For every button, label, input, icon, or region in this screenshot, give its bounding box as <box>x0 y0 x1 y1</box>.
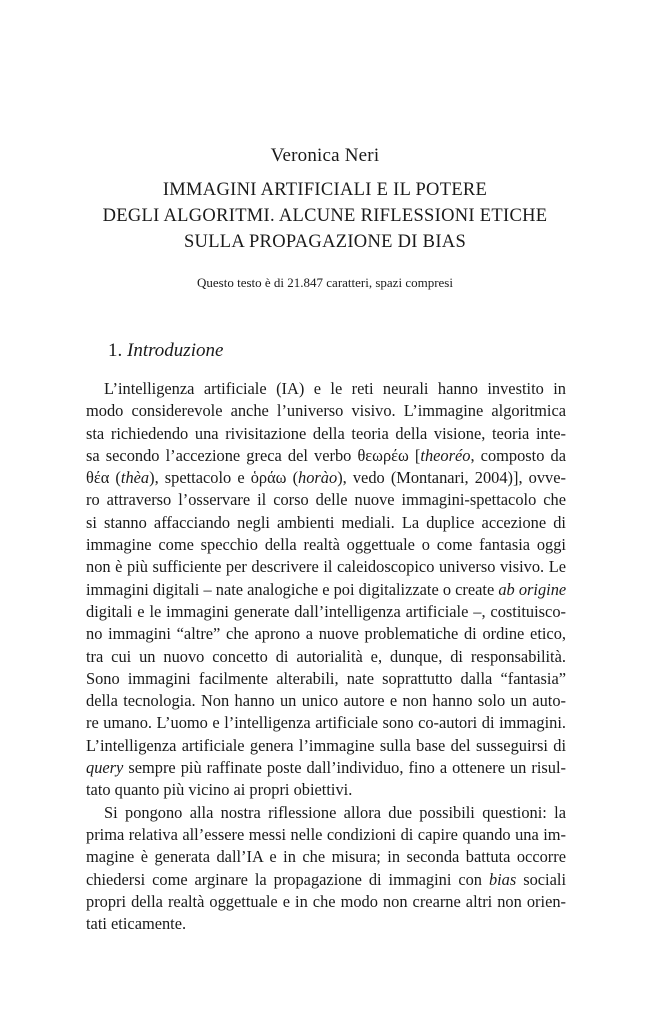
paragraph-1-line <box>86 423 566 445</box>
text-run: magine è generata dall’IA e in che misura; in seconda battuta occorre <box>86 847 566 867</box>
paragraph-2-line <box>86 869 566 891</box>
text-run: immagine come specchio della realtà oggettuale o come fantasia oggi <box>86 535 566 555</box>
paragraph-1-line <box>86 378 566 400</box>
paragraph-1-line <box>86 735 566 757</box>
title-line: DEGLI ALGORITMI. ALCUNE RIFLESSIONI ETICHE <box>102 206 548 226</box>
paragraph-2-line <box>86 913 566 935</box>
text-run: θέα ( <box>86 468 121 488</box>
paragraph-1-line <box>86 467 566 489</box>
text-run: ), vedo (Montanari, 2004)], ovve- <box>337 468 566 488</box>
character-count-note: Questo testo è di 21.847 caratteri, spazi compresi <box>197 275 453 290</box>
title-line: SULLA PROPAGAZIONE DI BIAS <box>183 232 467 252</box>
paragraph-1-line <box>86 445 566 467</box>
text-run: Si pongono alla nostra riflessione allora due possibili questioni: la <box>104 802 566 822</box>
paragraph-1-line <box>86 512 566 534</box>
italic-term: bias <box>488 869 517 889</box>
paragraph-2-line <box>86 824 566 846</box>
text-run: L’intelligenza artificiale genera l’immagine sulla base del susseguirsi di <box>86 735 566 755</box>
author-name: Veronica Neri <box>270 145 380 166</box>
paragraph-1-line <box>86 556 566 578</box>
text-run: chiedersi come arginare la propagazione di immagini con <box>86 869 489 889</box>
text-run: immagini digitali – nate analogiche e poi digitalizzate o create <box>86 579 499 599</box>
section-number: 1. <box>108 340 123 361</box>
paragraph-1-line <box>86 779 566 801</box>
italic-term: query <box>86 758 124 778</box>
text-run: sta richiedendo una rivisitazione della teoria della visione, teoria inte- <box>86 423 566 443</box>
paragraph-2-line <box>86 891 566 913</box>
text-run: no immagini “altre” che aprono a nuove problematiche di ordine etico, <box>86 624 566 644</box>
paragraph-2-line <box>86 846 566 868</box>
section-heading <box>108 340 223 362</box>
paragraph-1-line <box>86 400 566 422</box>
section-title: Introduzione <box>127 340 224 361</box>
italic-term: theoréo <box>420 445 471 465</box>
paragraph-1-line <box>86 489 566 511</box>
text-run: sociali <box>516 869 566 889</box>
text-run: prima relativa all’essere messi nelle condizioni di capire quando una im- <box>86 824 566 844</box>
text-run: modo considerevole anche l’universo visivo. L’immagine algoritmica <box>86 401 566 421</box>
paragraph-1-line <box>86 690 566 712</box>
text-run: re umano. L’uomo e l’intelligenza artificiale sono co-autori di immagini. <box>86 713 566 733</box>
text-run: Sono immagini facilmente alterabili, nate soprattutto dalla “fantasia” <box>86 668 566 688</box>
paragraph-1-line <box>86 579 566 601</box>
text-run: non è più sufficiente per descrivere il caleidoscopico universo visivo. Le <box>86 557 566 577</box>
title-line: IMMAGINI ARTIFICIALI E IL POTERE <box>162 180 488 200</box>
text-run: tato quanto più vicino ai propri obiettivi. <box>86 780 353 800</box>
body-text <box>86 378 566 935</box>
text-run: , composto da <box>470 445 566 465</box>
paragraph-1-line <box>86 712 566 734</box>
italic-term: horào <box>298 468 338 488</box>
article-title <box>60 177 590 255</box>
text-run: propri della realtà oggettuale e in che modo non crearne altri non orien- <box>86 891 566 911</box>
paragraph-1-line <box>86 601 566 623</box>
paragraph-1-line <box>86 668 566 690</box>
paragraph-1-line <box>86 623 566 645</box>
italic-term: thèa <box>120 468 150 488</box>
italic-term: ab origine <box>498 579 567 599</box>
text-run: della tecnologia. Non hanno un unico autore e non hanno solo un auto- <box>86 691 566 711</box>
paragraph-1-line <box>86 646 566 668</box>
text-run: ro attraverso l’osservare il corso delle nuove immagini-spettacolo che <box>86 490 566 510</box>
paragraph-1-line <box>86 534 566 556</box>
text-run: L’intelligenza artificiale (IA) e le reti neurali hanno investito in <box>104 379 566 398</box>
text-run: ), spettacolo e ὁράω ( <box>149 468 299 488</box>
paragraph-2-line <box>86 802 566 824</box>
paragraph-1-line <box>86 757 566 779</box>
text-run: sempre più raffinate poste dall’individuo, fino a ottenere un risul- <box>123 758 566 778</box>
text-run: digitali e le immagini generate dall’intelligenza artificiale –, costituisco- <box>86 601 566 621</box>
text-run: si stanno affacciando negli ambienti mediali. La duplice accezione di <box>86 512 566 532</box>
text-run: sa secondo l’accezione greca del verbo θεωρέω [ <box>86 445 421 465</box>
text-run: tra cui un nuovo concetto di autorialità e, dunque, di responsabilità. <box>86 646 566 666</box>
text-run: tati eticamente. <box>86 914 187 934</box>
